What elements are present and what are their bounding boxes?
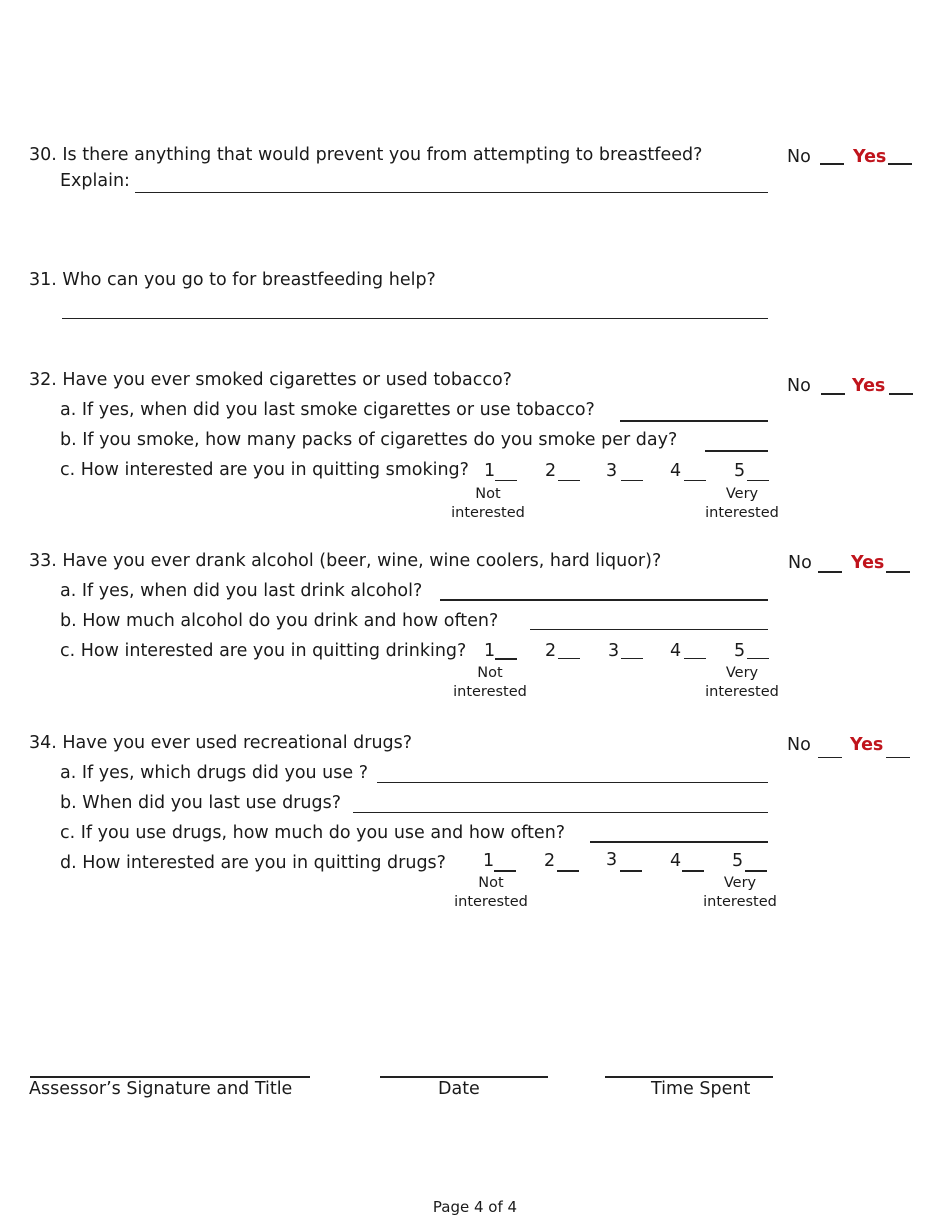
q34b-text: b. When did you last use drugs? (60, 793, 341, 813)
q32b-answer-line[interactable] (705, 450, 768, 452)
date-line[interactable] (380, 1076, 548, 1078)
q33a-text: a. If yes, when did you last drink alcohol? (60, 581, 423, 601)
q32a-text: a. If yes, when did you last smoke cigarettes or use tobacco? (60, 400, 595, 420)
q32-scale-3: 3 (606, 461, 618, 481)
q33-scale-2-blank[interactable] (558, 658, 580, 659)
q33-scale-4-blank[interactable] (684, 658, 706, 659)
q30-explain-line[interactable] (135, 192, 768, 193)
explain-label: Explain: (60, 171, 130, 191)
q34-scale-4-blank[interactable] (682, 870, 704, 872)
q32-scale-2-blank[interactable] (558, 480, 580, 481)
q34-scale-low-label: Not interested (454, 875, 528, 910)
question-32: 32. Have you ever smoked cigarettes or used tobacco? (29, 370, 512, 390)
q32-scale-5-blank[interactable] (747, 480, 769, 481)
q34-scale-high-label: Very interested (703, 875, 777, 910)
q32-scale-3-blank[interactable] (621, 480, 643, 481)
q34-scale-5-blank[interactable] (745, 870, 767, 872)
q32-yes-label: Yes (852, 376, 886, 396)
q33-scale-2: 2 (545, 641, 557, 661)
q33-scale-low-label: Not interested (453, 665, 527, 700)
q32-no-blank[interactable] (821, 393, 845, 395)
question-34: 34. Have you ever used recreational drugs? (29, 733, 413, 753)
q32b-text: b. If you smoke, how many packs of cigarettes do you smoke per day? (60, 430, 678, 450)
q33-no-label: No (788, 553, 812, 573)
q33-scale-4: 4 (670, 641, 682, 661)
q34a-answer-line[interactable] (377, 782, 768, 783)
q34-no-label: No (787, 735, 811, 755)
q34-scale-4: 4 (670, 851, 682, 871)
q32-scale-high-label: Very interested (705, 486, 779, 521)
time-spent-label: Time Spent (651, 1079, 751, 1099)
q34-yes-blank[interactable] (886, 757, 910, 758)
q34-scale-3-blank[interactable] (620, 870, 642, 872)
q34-no-blank[interactable] (818, 757, 842, 758)
q32-yes-blank[interactable] (889, 393, 913, 395)
q33-yes-label: Yes (851, 553, 885, 573)
q33-yes-blank[interactable] (886, 571, 910, 573)
q32-scale-1-blank[interactable] (495, 480, 517, 481)
q33c-text: c. How interested are you in quitting drinking? (60, 641, 467, 661)
q32c-text: c. How interested are you in quitting smoking? (60, 460, 469, 480)
q33a-answer-line[interactable] (440, 599, 768, 601)
q33-scale-5: 5 (734, 641, 746, 661)
q34b-answer-line[interactable] (353, 812, 768, 813)
q33-no-blank[interactable] (818, 571, 842, 573)
q34-scale-2: 2 (544, 851, 556, 871)
q34c-answer-line[interactable] (590, 841, 768, 843)
q32-scale-2: 2 (545, 461, 557, 481)
q31-answer-line[interactable] (62, 318, 768, 319)
q32-scale-4: 4 (670, 461, 682, 481)
q33b-answer-line[interactable] (530, 629, 768, 630)
q33-scale-1: 1 (484, 641, 496, 661)
q33-scale-5-blank[interactable] (747, 658, 769, 659)
page-number: Page 4 of 4 (432, 1198, 518, 1216)
q30-yes-blank[interactable] (888, 163, 912, 165)
q34-scale-3: 3 (606, 850, 618, 870)
date-label: Date (438, 1079, 480, 1099)
q32-scale-low-label: Not interested (451, 486, 525, 521)
q32a-answer-line[interactable] (620, 420, 768, 422)
q34c-text: c. If you use drugs, how much do you use and how often? (60, 823, 566, 843)
q34-scale-1: 1 (483, 851, 495, 871)
assessor-signature-line[interactable] (30, 1076, 310, 1078)
q34-scale-1-blank[interactable] (494, 870, 516, 872)
q33-scale-1-blank[interactable] (495, 658, 517, 660)
q32-scale-1: 1 (484, 461, 496, 481)
q34-scale-2-blank[interactable] (557, 870, 579, 872)
q33-scale-3-blank[interactable] (621, 658, 643, 659)
q32-scale-4-blank[interactable] (684, 480, 706, 481)
q33b-text: b. How much alcohol do you drink and how often? (60, 611, 499, 631)
assessor-signature-label: Assessor’s Signature and Title (29, 1079, 293, 1099)
q34d-text: d. How interested are you in quitting drugs? (60, 853, 446, 873)
q33-scale-3: 3 (608, 641, 620, 661)
q32-no-label: No (787, 376, 811, 396)
q32-scale-5: 5 (734, 461, 746, 481)
q34-yes-label: Yes (850, 735, 884, 755)
question-31: 31. Who can you go to for breastfeeding help? (29, 270, 436, 290)
question-30: 30. Is there anything that would prevent you from attempting to breastfeed? (29, 145, 703, 165)
q30-no-blank[interactable] (820, 163, 844, 165)
question-33: 33. Have you ever drank alcohol (beer, wine, wine coolers, hard liquor)? (29, 551, 662, 571)
q30-no-label: No (787, 147, 811, 167)
q34-scale-5: 5 (732, 851, 744, 871)
q30-yes-label: Yes (853, 147, 887, 167)
q34a-text: a. If yes, which drugs did you use ? (60, 763, 369, 783)
q33-scale-high-label: Very interested (705, 665, 779, 700)
time-spent-line[interactable] (605, 1076, 773, 1078)
